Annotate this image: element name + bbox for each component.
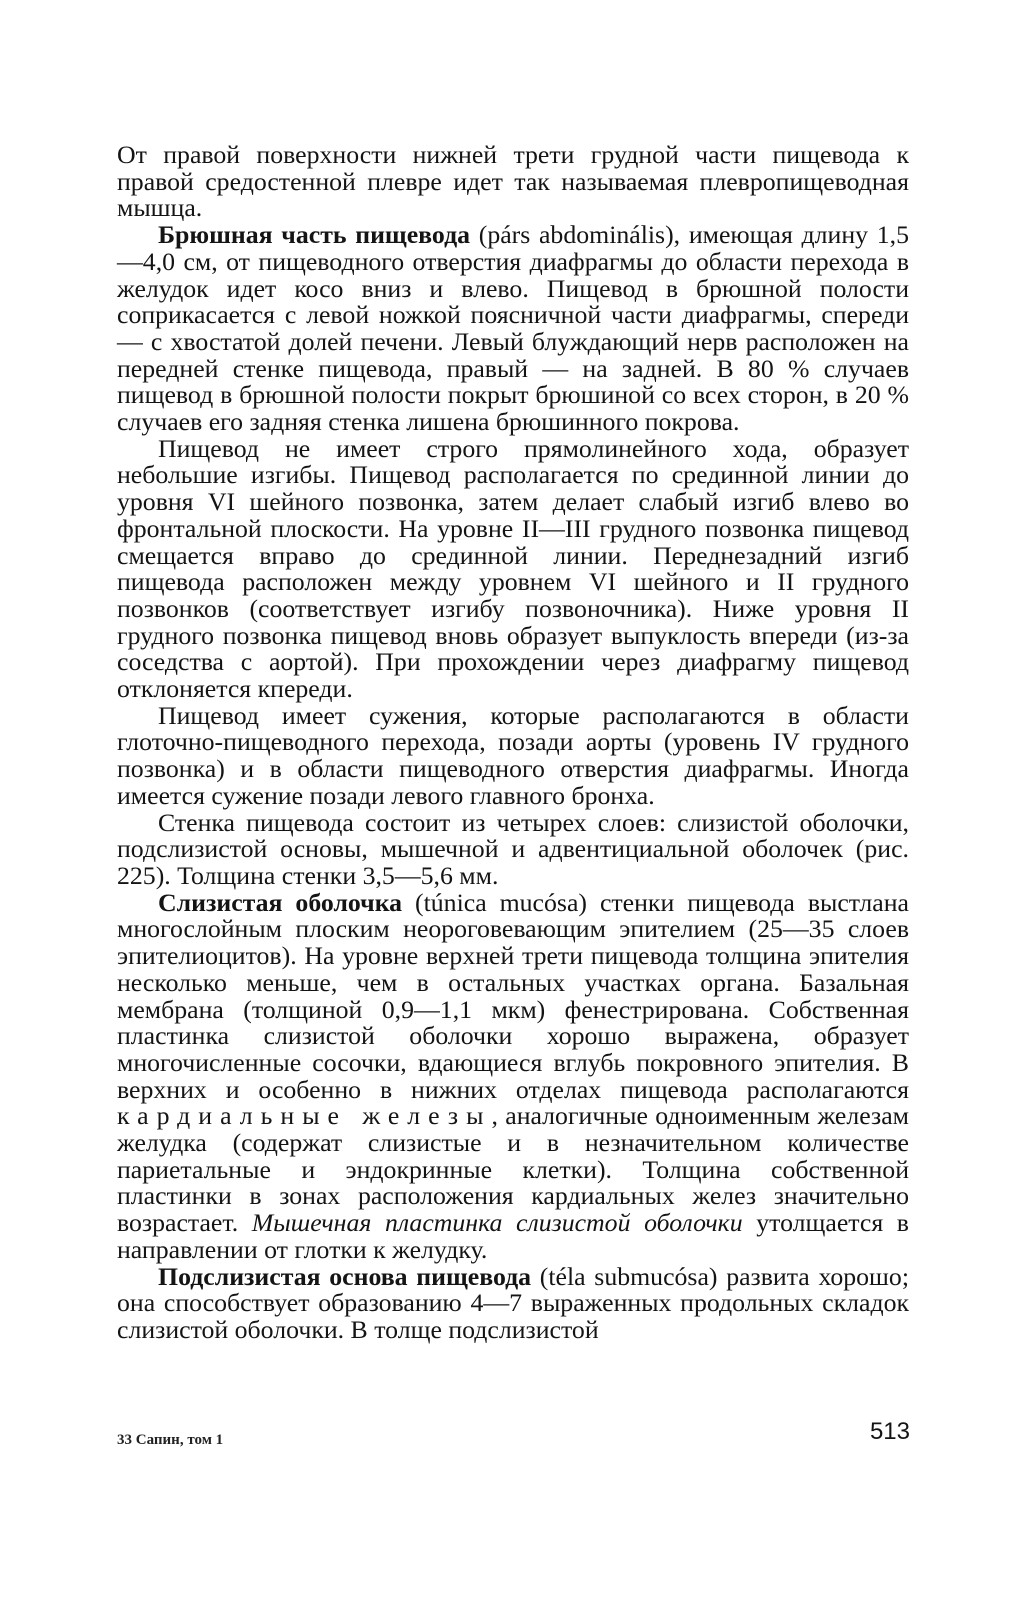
paragraph-text: Пищевод не имеет строго прямолинейного хода, образует небольшие изгибы. Пищевод располагается по срединной линии до уровня VI шейного позвонка, затем делает слабый изгиб влево во фронтальной плоскости. На уровне II—III грудного позвонка пищевод смещается вправо до срединной линии. Переднезадний изгиб пищевода расположен между уровнем VI шейного и II грудного позвонков (соответствует изгибу позвоночника). Ниже уровня II грудного позвонка пищевод вновь образует выпуклость впереди (из-за соседства с аортой). При прохождении через диафрагму пищевод отклоняется кпереди. — [117, 433, 909, 704]
italic-term: Мышечная пластинка слизистой оболочки — [251, 1208, 743, 1238]
paragraph-text: (párs abdominális), имеющая длину 1,5—4,0 см, от пищеводного отверстия диафрагмы до области перехода в желудок идет косо вниз и влево. Пищевод в брюшной полости соприкасается с левой ножкой поясничной части диафрагмы, спереди — с хвостатой долей печени. Левый блуждающий нерв расположен на передней стенке пищевода, правый — на задней. В 80 % случаев пищевод в брюшной полости покрыт брюшиной со всех сторон, в 20 % случаев его задняя стенка лишена брюшинного покрова. — [117, 220, 909, 437]
paragraph-pleuroesophageal-muscle — [117, 142, 909, 222]
paragraph-submucosa — [117, 1261, 909, 1344]
spaced-term: кардиальные железы — [117, 1101, 492, 1131]
printer-signature: 33 Сапин, том 1 — [117, 1432, 224, 1448]
paragraph-text: (túnica mucósa) стенки пищевода выстлана многослойным плоским неороговевающим эпителием (25—35 слоев эпителиоцитов). На уровне верхней трети пищевода толщина эпителия несколько меньше, чем в остальных участках органа. Базальная мембрана (толщиной 0,9—1,1 мкм) фенестрирована. Собственная пластинка слизистой оболочки хорошо выражена, образует многочисленные сосочки, вдающиеся вглубь покровного эпителия. В верхних и особенно в нижних отделах пищевода располагаются — [117, 887, 909, 1104]
paragraph-narrowings — [117, 700, 909, 810]
paragraph-text: Стенка пищевода состоит из четырех слоев: слизистой оболочки, подслизистой основы, мышечной и адвентициальной оболочек (рис. 225). Толщина стенки 3,5—5,6 мм. — [117, 807, 909, 890]
paragraph-text: утолщается в направлении от глотки к желудку. — [117, 1208, 909, 1264]
paragraph-abdominal-part — [117, 222, 909, 436]
paragraph-wall-layers — [117, 807, 909, 890]
page-number: 513 — [869, 1418, 910, 1445]
term-heading: Подслизистая основа пищевода — [158, 1261, 532, 1291]
term-heading: Брюшная часть пищевода — [158, 220, 471, 250]
paragraph-text: От правой поверхности нижней трети грудной части пищевода к правой средостенной плевре идет так называемая плевропищеводная мышца. — [117, 140, 909, 223]
paragraph-curves — [117, 433, 909, 704]
paragraph-text: , аналогичные одноименным железам желудка (содержат слизистые и в незначительном количестве париетальные и эндокринные клетки). Толщина собственной пластинки в зонах расположения кардиальных желез значительно возрастает. — [117, 1101, 909, 1238]
paragraph-text: (téla submucósa) развита хорошо; она способствует образованию 4—7 выраженных продольных складок слизистой оболочки. В толще подслизистой — [117, 1261, 909, 1344]
paragraph-text: Пищевод имеет сужения, которые располагаются в области глоточно-пищеводного перехода, позади аорты (уровень IV грудного позвонка) и в области пищеводного отверстия диафрагмы. Иногда имеется сужение позади левого главного бронха. — [117, 700, 909, 810]
body-text — [117, 142, 909, 1344]
term-heading: Слизистая оболочка — [158, 887, 403, 917]
paragraph-mucosa — [117, 887, 909, 1264]
